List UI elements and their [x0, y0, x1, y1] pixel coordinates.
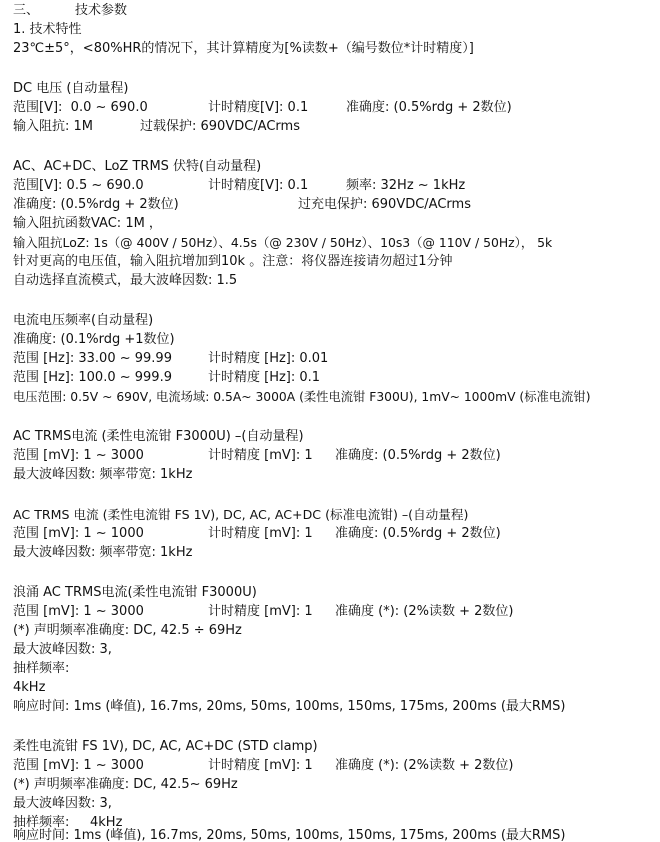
- ac-voltage-note: 针对更高的电压值，输入阻抗增加到10k 。注意：将仪器连接请勿超过1分钟: [13, 254, 453, 269]
- flex-fs1v-resolution: 计时精度 [mV]: 1: [208, 758, 313, 773]
- ac-trms-fs1v-crest: 最大波峰因数: 频率带宽: 1kHz: [13, 545, 193, 560]
- freq-range-2: 范围 [Hz]: 100.0 ~ 999.9: [13, 370, 172, 385]
- ac-trms-fs1v-title: AC TRMS 电流 (柔性电流钳 FS 1V), DC, AC, AC+DC (标准电流钳) –(自动量程): [13, 507, 469, 522]
- dc-voltage-accuracy: 准确度: (0.5%rdg + 2数位): [346, 100, 512, 115]
- ac-voltage-accuracy: 准确度: (0.5%rdg + 2数位): [13, 197, 179, 212]
- ac-voltage-range: 范围[V]: 0.5 ~ 690.0: [13, 178, 144, 193]
- ac-trms-flex-crest: 最大波峰因数: 频率带宽: 1kHz: [13, 467, 193, 482]
- freq-resolution-1: 计时精度 [Hz]: 0.01: [208, 351, 329, 366]
- ac-trms-flex-range: 范围 [mV]: 1 ~ 3000: [13, 448, 144, 463]
- inrush-crest: 最大波峰因数: 3,: [13, 642, 112, 657]
- freq-accuracy: 准确度: (0.1%rdg +1数位): [13, 332, 175, 347]
- flex-fs1v-freq-note: (*) 声明频率准确度: DC, 42.5~ 69Hz: [13, 777, 238, 792]
- ac-trms-flex-title: AC TRMS电流 (柔性电流钳 F3000U) –(自动量程): [13, 429, 304, 444]
- inrush-sampling-value: 4kHz: [13, 680, 46, 695]
- ac-voltage-title: AC、AC+DC、LoZ TRMS 伏特(自动量程): [13, 159, 262, 174]
- flex-fs1v-accuracy: 准确度 (*): (2%读数 + 2数位): [335, 758, 514, 773]
- freq-voltage-range: 电压范围: 0.5V ~ 690V, 电流场域: 0.5A~ 3000A (柔性电流钳 F300U), 1mV~ 1000mV (标准电流钳): [13, 390, 591, 404]
- ac-trms-fs1v-range: 范围 [mV]: 1 ~ 1000: [13, 526, 144, 541]
- ac-trms-fs1v-resolution: 计时精度 [mV]: 1: [208, 526, 313, 541]
- inrush-freq-note: (*) 声明频率准确度: DC, 42.5 ÷ 69Hz: [13, 623, 242, 638]
- section-heading: [13, 2, 128, 20]
- dc-voltage-title: DC 电压 (自动量程): [13, 81, 129, 96]
- intro-heading: 1. 技术特性: [13, 22, 82, 37]
- ac-voltage-impedance-vac: 输入阻抗函数VAC: 1M ，: [13, 216, 162, 231]
- ac-voltage-overcharge: 过充电保护: 690VDC/ACrms: [298, 197, 471, 212]
- inrush-resolution: 计时精度 [mV]: 1: [208, 604, 313, 619]
- document-page: [10, 2, 660, 842]
- flex-fs1v-response: 响应时间: 1ms (峰值), 16.7ms, 20ms, 50ms, 100ms, 150ms, 175ms, 200ms (最大RMS): [13, 828, 566, 842]
- flex-fs1v-sampling-value: 4kHz: [90, 815, 123, 830]
- inrush-range: 范围 [mV]: 1 ~ 3000: [13, 604, 144, 619]
- ac-trms-flex-accuracy: 准确度: (0.5%rdg + 2数位): [335, 448, 501, 463]
- ac-voltage-auto-dc: 自动选择直流模式，最大波峰因数: 1.5: [13, 273, 238, 288]
- dc-voltage-row: [13, 99, 148, 117]
- dc-voltage-resolution: 计时精度[V]: 0.1: [208, 100, 309, 115]
- ac-trms-fs1v-accuracy: 准确度: (0.5%rdg + 2数位): [335, 526, 501, 541]
- inrush-response: 响应时间: 1ms (峰值), 16.7ms, 20ms, 50ms, 100ms, 150ms, 175ms, 200ms (最大RMS): [13, 699, 566, 714]
- ac-trms-flex-resolution: 计时精度 [mV]: 1: [208, 448, 313, 463]
- inrush-title: 浪涌 AC TRMS电流(柔性电流钳 F3000U): [13, 585, 257, 600]
- ac-voltage-resolution: 计时精度[V]: 0.1: [208, 178, 309, 193]
- flex-fs1v-range: 范围 [mV]: 1 ~ 3000: [13, 758, 144, 773]
- inrush-accuracy: 准确度 (*): (2%读数 + 2数位): [335, 604, 514, 619]
- section-title: 技术参数: [75, 3, 128, 18]
- flex-fs1v-title: 柔性电流钳 FS 1V), DC, AC, AC+DC (STD clamp): [13, 739, 318, 754]
- flex-fs1v-sampling-label: 抽样频率:: [13, 815, 70, 830]
- dc-voltage-impedance: 输入阻抗: 1M: [13, 119, 93, 134]
- inrush-sampling-label: 抽样频率:: [13, 661, 70, 676]
- freq-range-1: 范围 [Hz]: 33.00 ~ 99.99: [13, 351, 172, 366]
- dc-voltage-range: 范围[V]: 0.0 ~ 690.0: [13, 100, 148, 115]
- accuracy-note: 23℃±5°，<80%HR的情况下，其计算精度为[%读数+（编号数位*计时精度）]: [13, 41, 474, 56]
- ac-voltage-frequency: 频率: 32Hz ~ 1kHz: [346, 178, 466, 193]
- flex-fs1v-crest: 最大波峰因数: 3,: [13, 796, 112, 811]
- section-number: 三、: [13, 3, 40, 18]
- freq-title: 电流电压频率(自动量程): [13, 313, 154, 328]
- dc-voltage-overload: 过载保护: 690VDC/ACrms: [140, 119, 300, 134]
- freq-resolution-2: 计时精度 [Hz]: 0.1: [208, 370, 321, 385]
- ac-voltage-impedance-loz: 输入阻抗LoZ: 1s（@ 400V / 50Hz）、4.5s（@ 230V / 50Hz）、10s3（@ 110V / 50Hz）， 5k: [13, 235, 553, 250]
